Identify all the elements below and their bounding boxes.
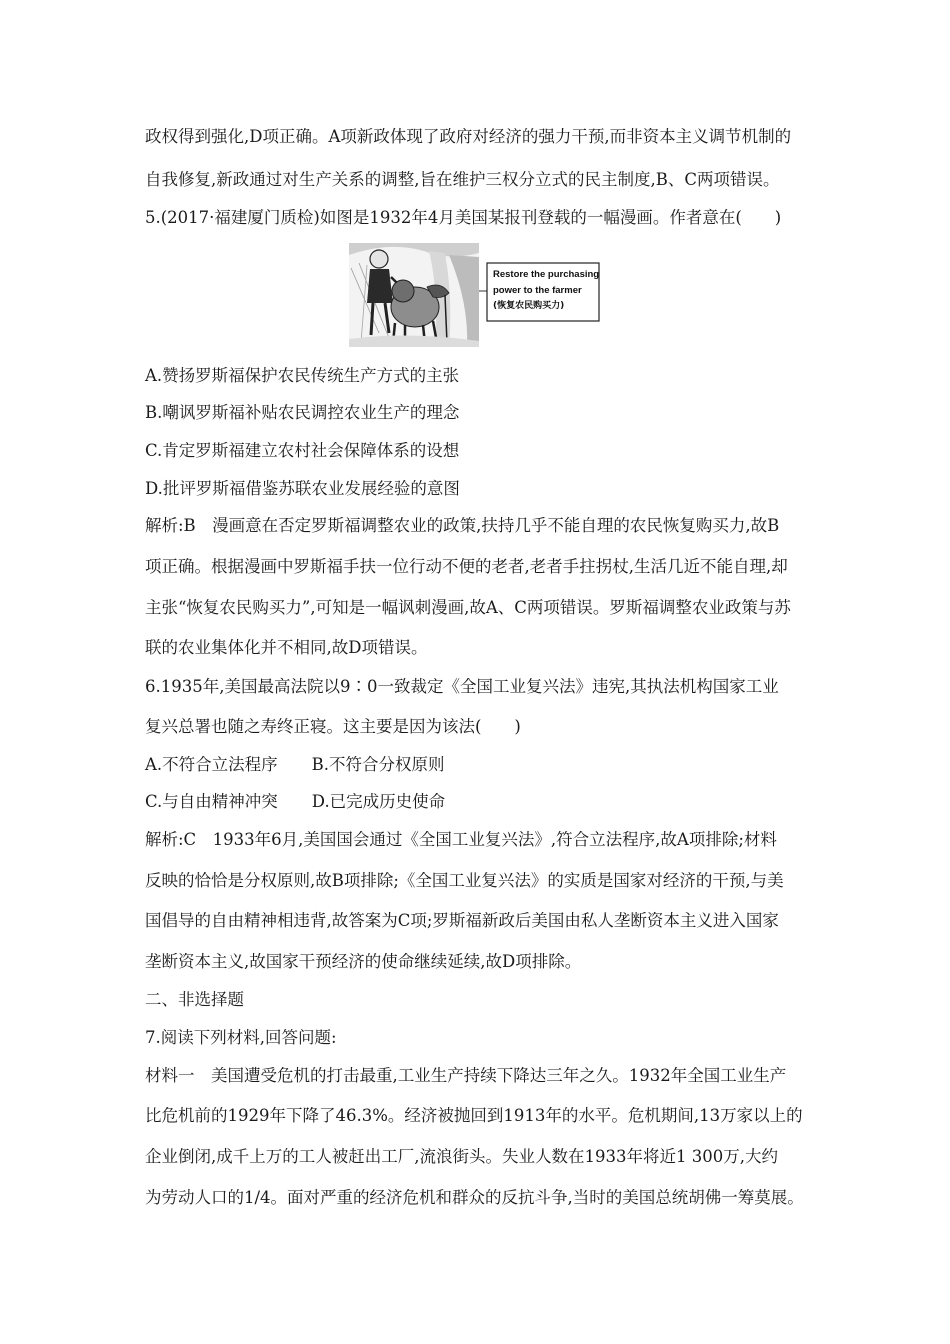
analysis-line: 解析:C 1933年6月,美国国会通过《全国工业复兴法》,符合立法程序,故A项排除;材料 bbox=[145, 830, 777, 849]
option-a: A.不符合立法程序 bbox=[145, 755, 278, 774]
analysis-line: 主张“恢复农民购买力”,可知是一幅讽刺漫画,故A、C两项错误。罗斯福调整农业政策与苏 bbox=[145, 598, 791, 617]
option-a: A.赞扬罗斯福保护农民传统生产方式的主张 bbox=[145, 366, 460, 385]
option-d: D.批评罗斯福借鉴苏联农业发展经验的意图 bbox=[145, 479, 460, 498]
question-5-stem: 5.(2017·福建厦门质检)如图是1932年4月美国某报刊登载的一幅漫画。作者意在( ) bbox=[145, 208, 782, 227]
analysis-line: 垄断资本主义,故国家干预经济的使命继续延续,故D项排除。 bbox=[145, 952, 582, 971]
option-b: B.嘲讽罗斯福补贴农民调控农业生产的理念 bbox=[145, 403, 460, 422]
material-line: 企业倒闭,成千上万的工人被赶出工厂,流浪街头。失业人数在1933年将近1 300万,大约 bbox=[145, 1147, 778, 1166]
cartoon-box-line: power to the farmer bbox=[493, 285, 582, 296]
question-7-stem: 7.阅读下列材料,回答问题: bbox=[145, 1028, 337, 1047]
analysis-line: 项正确。根据漫画中罗斯福手扶一位行动不便的老者,老者手拄拐杖,生活几近不能自理,却 bbox=[145, 557, 788, 576]
option-d: D.已完成历史使命 bbox=[311, 792, 446, 811]
analysis-line: 国倡导的自由精神相违背,故答案为C项;罗斯福新政后美国由私人垄断资本主义进入国家 bbox=[145, 911, 779, 930]
cartoon-box-line: (恢复农民购买力) bbox=[493, 301, 565, 311]
question-6-stem: 复兴总署也随之寿终正寝。这主要是因为该法( ) bbox=[145, 717, 521, 736]
analysis-line: 反映的恰恰是分权原则,故B项排除;《全国工业复兴法》的实质是国家对经济的干预,与美 bbox=[145, 871, 784, 890]
option-row bbox=[145, 755, 445, 775]
option-b: B.不符合分权原则 bbox=[311, 755, 445, 774]
analysis-line: 联的农业集体化并不相同,故D项错误。 bbox=[145, 638, 428, 657]
cartoon-image bbox=[349, 243, 603, 347]
option-c: C.肯定罗斯福建立农村社会保障体系的设想 bbox=[145, 441, 460, 460]
text-line: 政权得到强化,D项正确。A项新政体现了政府对经济的强力干预,而非资本主义调节机制的 bbox=[145, 127, 792, 146]
question-6-stem: 6.1935年,美国最高法院以9∶0一致裁定《全国工业复兴法》违宪,其执法机构国家工业 bbox=[145, 677, 779, 696]
cartoon-box-line: Restore the purchasing bbox=[493, 269, 600, 280]
analysis-line: 解析:B 漫画意在否定罗斯福调整农业的政策,扶持几乎不能自理的农民恢复购买力,故B bbox=[145, 516, 780, 535]
section-title: 二、非选择题 bbox=[145, 990, 244, 1009]
text-line: 自我修复,新政通过对生产关系的调整,旨在维护三权分立式的民主制度,B、C两项错误。 bbox=[145, 170, 780, 189]
material-line: 材料一 美国遭受危机的打击最重,工业生产持续下降达三年之久。1932年全国工业生产 bbox=[145, 1066, 787, 1085]
option-row bbox=[145, 792, 445, 812]
option-c: C.与自由精神冲突 bbox=[145, 792, 278, 811]
material-line: 比危机前的1929年下降了46.3%。经济被抛回到1913年的水平。危机期间,13万家以上的 bbox=[145, 1106, 803, 1125]
material-line: 为劳动人口的1/4。面对严重的经济危机和群众的反抗斗争,当时的美国总统胡佛一筹莫展。 bbox=[145, 1188, 804, 1207]
